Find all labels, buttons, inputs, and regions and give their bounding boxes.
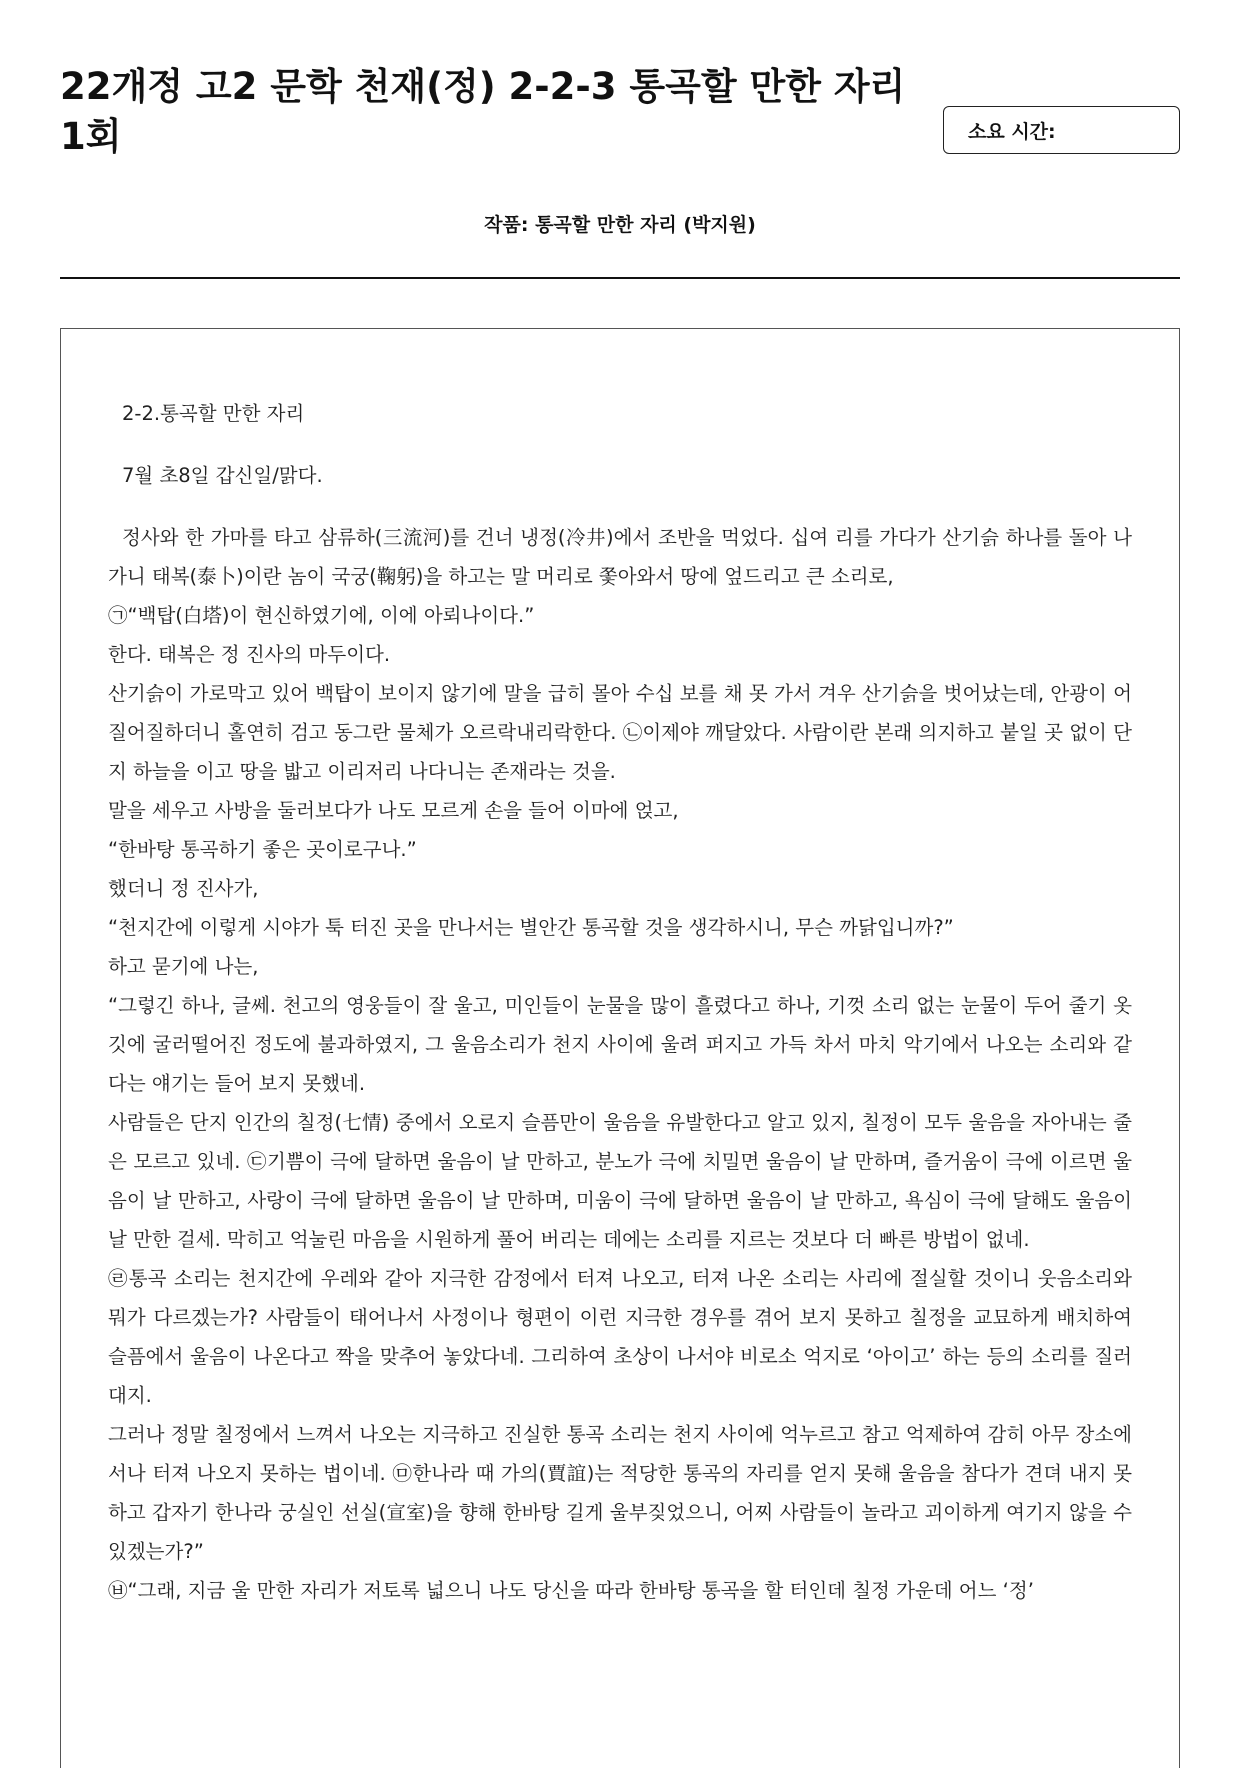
paragraph: 말을 세우고 사방을 둘러보다가 나도 모르게 손을 들어 이마에 얹고, — [108, 799, 679, 822]
paragraph: 사람들은 단지 인간의 칠정(七情) 중에서 오로지 슬픔만이 울음을 유발한다고 알고 있지, 칠정이 모두 울음을 자아내는 줄은 모르고 있네. ㉢기쁨이 극에 달하면 울음이 날 만하고, 분노가 극에 치밀면 울음이 날 만하며, 즐거움이 극에 이르면 울음이 날 만하고, 사랑이 극에 달하면 울음이 날 만하며, 미움이 극에 달하면 울음이 날 만하고, 욕심이 극에 달해도 울음이 날 만한 걸세. 막히고 억눌린 마음을 시원하게 풀어 버리는 데에는 소리를 지르는 것보다 더 빠른 방법이 없네. — [108, 1111, 1132, 1251]
document-header — [60, 62, 940, 162]
time-label: 소요 시간: — [968, 120, 1056, 143]
paragraph: 산기슭이 가로막고 있어 백탑이 보이지 않기에 말을 급히 몰아 수십 보를 채 못 가서 겨우 산기슭을 벗어났는데, 안광이 어질어질하더니 홀연히 검고 동그란 물체가 오르락내리락한다. ㉡이제야 깨달았다. 사람이란 본래 의지하고 붙일 곳 없이 단지 하늘을 이고 땅을 밟고 이리저리 나다니는 존재라는 것을. — [108, 682, 1132, 783]
date-line: 7월 초8일 갑신일/맑다. — [122, 464, 323, 487]
paragraph: 한다. 태복은 정 진사의 마두이다. — [108, 643, 391, 666]
paragraph: 하고 묻기에 나는, — [108, 955, 259, 978]
paragraph: “한바탕 통곡하기 좋은 곳이로구나.” — [108, 838, 417, 861]
paragraph: ㉠“백탑(白塔)이 현신하였기에, 이에 아뢰나이다.” — [108, 604, 535, 627]
passage-body — [108, 518, 1132, 1610]
paragraph: ㉥“그래, 지금 울 만한 자리가 저토록 넓으니 나도 당신을 따라 한바탕 통곡을 할 터인데 칠정 가운데 어느 ‘정’ — [108, 1579, 1034, 1602]
paragraph: 했더니 정 진사가, — [108, 877, 259, 900]
paragraph: ㉣통곡 소리는 천지간에 우레와 같아 지극한 감정에서 터져 나오고, 터져 나온 소리는 사리에 절실할 것이니 웃음소리와 뭐가 다르겠는가? 사람들이 태어나서 사정이나 형편이 이런 지극한 경우를 겪어 보지 못하고 칠정을 교묘하게 배치하여 슬픔에서 울음이 나온다고 짝을 맞추어 놓았다네. 그리하여 초상이 나서야 비로소 억지로 ‘아이고’ 하는 등의 소리를 질러 대지. — [108, 1267, 1132, 1407]
work-subtitle: 작품: 통곡할 만한 자리 (박지원) — [484, 214, 756, 236]
paragraph: “그렇긴 하나, 글쎄. 천고의 영웅들이 잘 울고, 미인들이 눈물을 많이 흘렸다고 하나, 기껏 소리 없는 눈물이 두어 줄기 옷깃에 굴러떨어진 정도에 불과하였지, 그 울음소리가 천지 사이에 울려 퍼지고 가득 차서 마치 악기에서 나오는 소리와 같다는 얘기는 들어 보지 못했네. — [108, 994, 1132, 1095]
page-title: 22개정 고2 문학 천재(정) 2-2-3 통곡할 만한 자리 1회 — [60, 65, 906, 158]
time-field[interactable] — [943, 106, 1180, 154]
header-divider — [60, 277, 1180, 279]
section-title: 2-2.통곡할 만한 자리 — [122, 402, 305, 425]
paragraph: 그러나 정말 칠정에서 느껴서 나오는 지극하고 진실한 통곡 소리는 천지 사이에 억누르고 참고 억제하여 감히 아무 장소에서나 터져 나오지 못하는 법이네. ㉤한나라 때 가의(賈誼)는 적당한 통곡의 자리를 얻지 못해 울음을 참다가 견뎌 내지 못하고 갑자기 한나라 궁실인 선실(宣室)을 향해 한바탕 길게 울부짖었으니, 어찌 사람들이 놀라고 괴이하게 여기지 않을 수 있겠는가?” — [108, 1423, 1132, 1563]
paragraph: “천지간에 이렇게 시야가 툭 터진 곳을 만나서는 별안간 통곡할 것을 생각하시니, 무슨 까닭입니까?” — [108, 916, 954, 939]
paragraph: 정사와 한 가마를 타고 삼류하(三流河)를 건너 냉정(冷井)에서 조반을 먹었다. 십여 리를 가다가 산기슭 하나를 돌아 나가니 태복(泰卜)이란 놈이 국궁(鞠躬)을 하고는 말 머리로 쫓아와서 땅에 엎드리고 큰 소리로, — [108, 526, 1132, 588]
passage-content — [108, 394, 1132, 1610]
